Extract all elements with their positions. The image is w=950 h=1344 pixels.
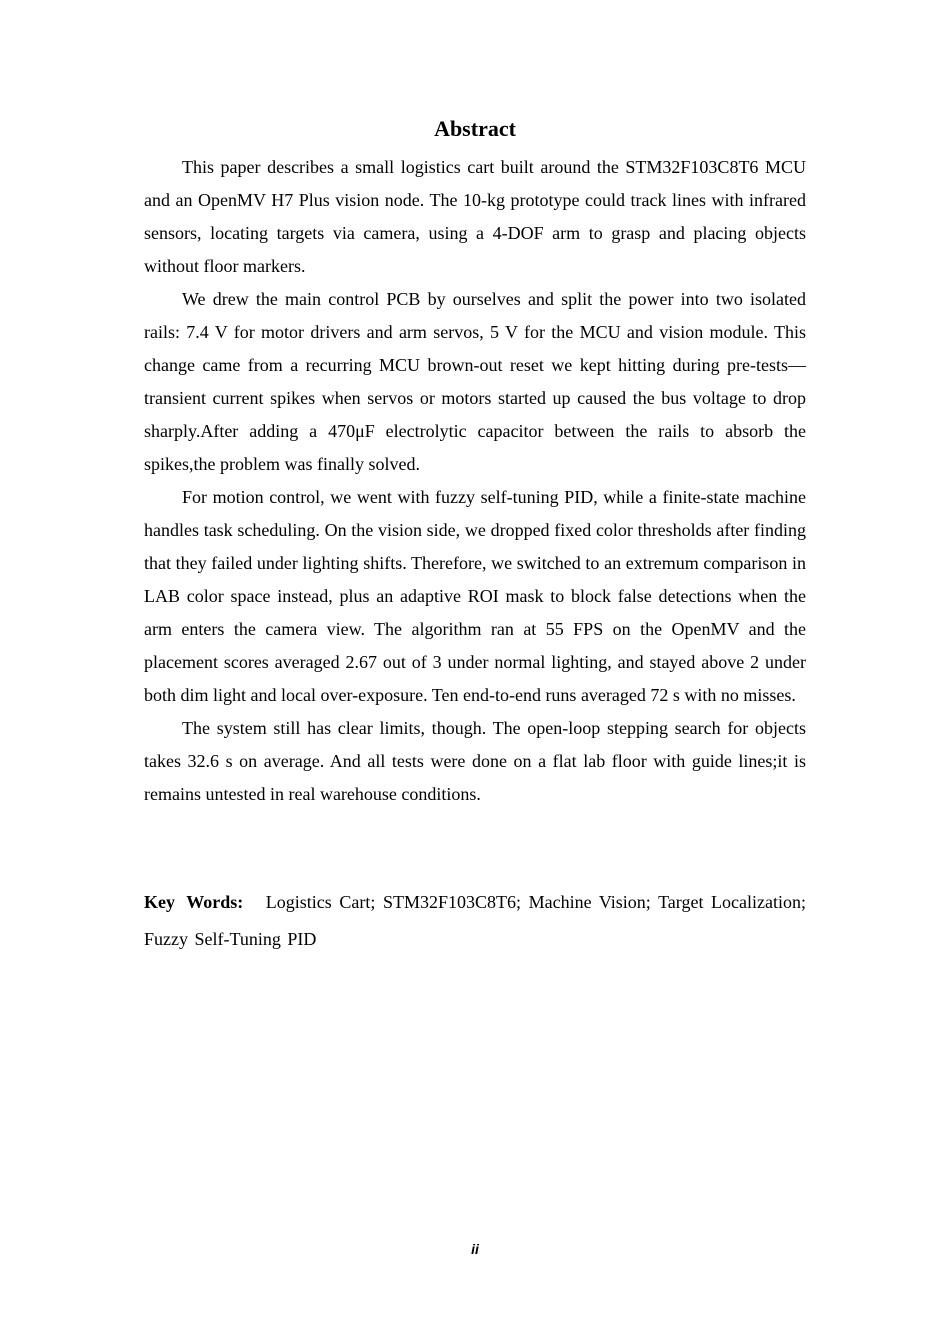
keywords-text: Logistics Cart; STM32F103C8T6; Machine Vision; Target Localization; Fuzzy Self-Tuning PID bbox=[144, 892, 807, 949]
page-number: ii bbox=[471, 1241, 479, 1257]
abstract-body bbox=[144, 151, 806, 811]
abstract-heading: Abstract bbox=[434, 116, 516, 141]
keywords-line bbox=[144, 884, 806, 958]
keywords-label: Key Words: bbox=[144, 892, 244, 912]
abstract-paragraph-3: For motion control, we went with fuzzy self-tuning PID, while a finite-state machine handles task scheduling. On the vision side, we dropped fixed color thresholds after finding that they failed under lighting shifts. Therefore, we switched to an extremum comparison in LAB color space instead, plus an adaptive ROI mask to block false detections when the arm enters the camera view. The algorithm ran at 55 FPS on the OpenMV and the placement scores averaged 2.67 out of 3 under normal lighting, and stayed above 2 under both dim light and local over-exposure. Ten end-to-end runs averaged 72 s with no misses. bbox=[144, 487, 806, 705]
abstract-paragraph-2: We drew the main control PCB by ourselves and split the power into two isolated rails: 7.4 V for motor drivers and arm servos, 5 V for the MCU and vision module. This change came from a recurring MCU brown-out reset we kept hitting during pre-tests—transient current spikes when servos or motors started up caused the bus voltage to drop sharply.After adding a 470μF electrolytic capacitor between the rails to absorb the spikes,the problem was finally solved. bbox=[144, 289, 806, 474]
abstract-paragraph-4: The system still has clear limits, though. The open-loop stepping search for objects takes 32.6 s on average. And all tests were done on a flat lab floor with guide lines;it is remains untested in real warehouse conditions. bbox=[144, 718, 806, 804]
abstract-paragraph-1: This paper describes a small logistics cart built around the STM32F103C8T6 MCU and an OpenMV H7 Plus vision node. The 10-kg prototype could track lines with infrared sensors, locating targets via camera, using a 4-DOF arm to grasp and placing objects without floor markers. bbox=[144, 157, 806, 276]
